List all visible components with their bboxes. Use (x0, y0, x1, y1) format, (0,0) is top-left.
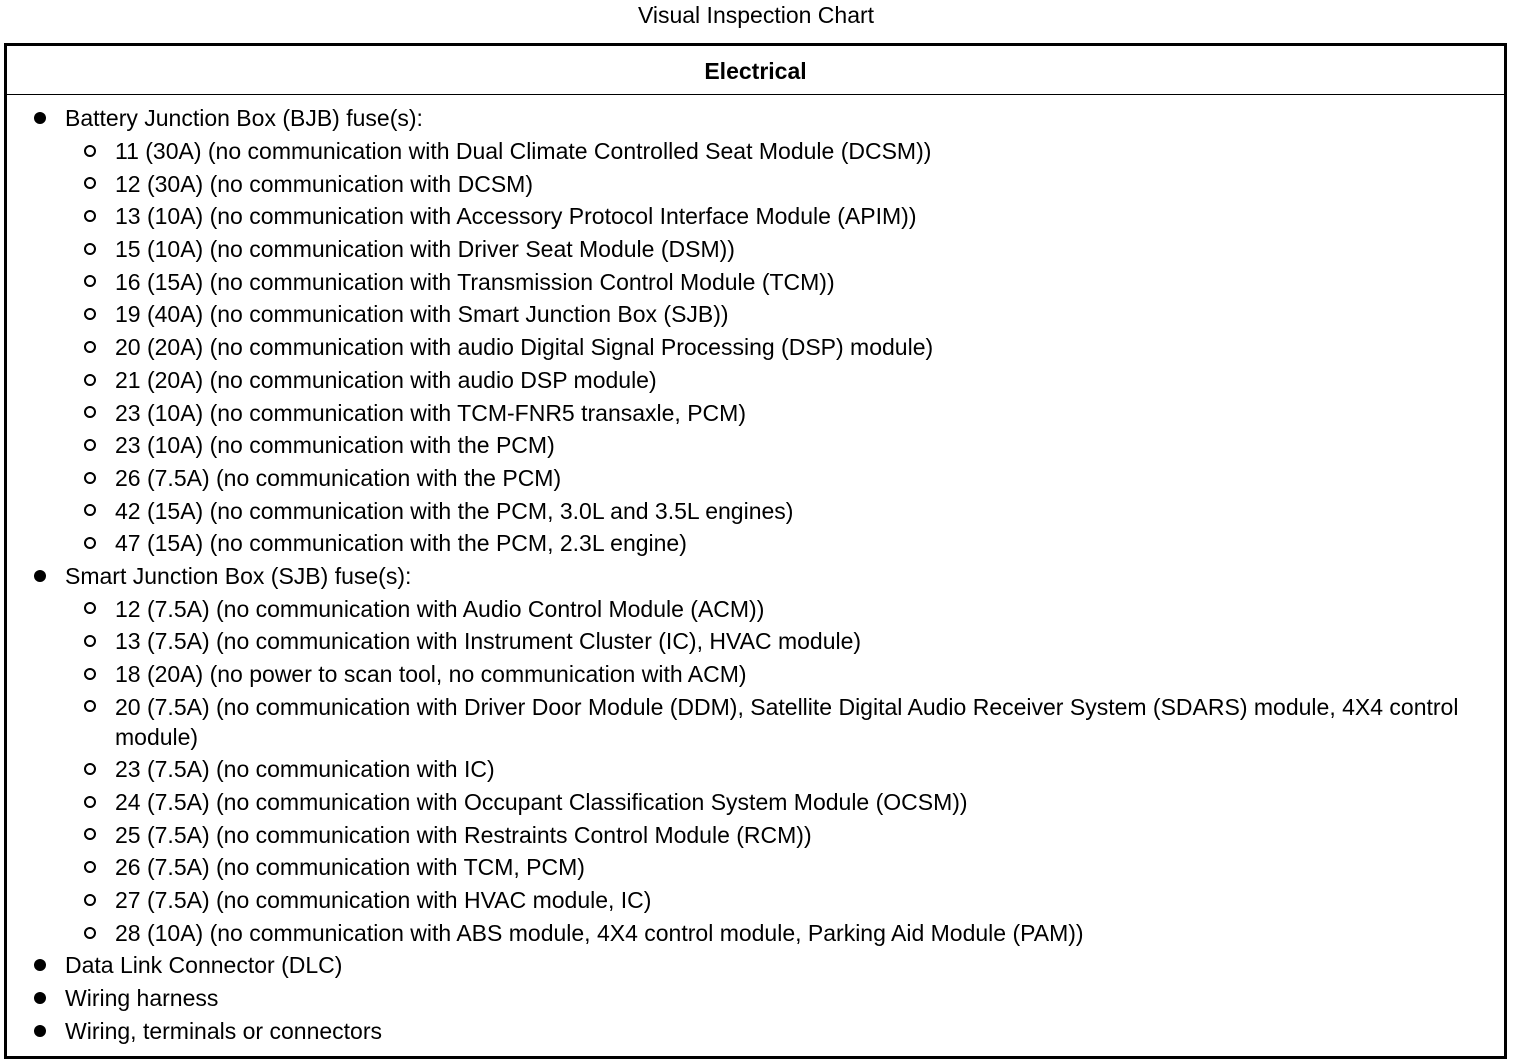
fuse-item (65, 135, 1504, 168)
bullet-circle-icon (84, 275, 96, 287)
fuse-item-text: 15 (10A) (no communication with Driver Seat Module (DSM)) (115, 236, 735, 263)
fuse-item-text: 23 (10A) (no communication with the PCM) (115, 432, 555, 459)
fuse-item-text: 28 (10A) (no communication with ABS module, 4X4 control module, Parking Aid Module (PAM)) (115, 919, 1084, 946)
fuse-item (65, 494, 1504, 527)
fuse-item-text: 19 (40A) (no communication with Smart Junction Box (SJB)) (115, 301, 729, 328)
bullet-circle-icon (84, 828, 96, 840)
fuse-item (65, 753, 1504, 786)
fuse-item (65, 690, 1504, 753)
bullet-circle-icon (84, 472, 96, 484)
inspection-item (7, 949, 1504, 982)
bullet-circle-icon (84, 927, 96, 939)
fuse-item (65, 265, 1504, 298)
fuse-item (65, 298, 1504, 331)
fuse-item (65, 364, 1504, 397)
bullet-disc-icon (34, 959, 46, 971)
inspection-item-label: Smart Junction Box (SJB) fuse(s): (65, 562, 412, 589)
table-body-cell (7, 95, 1504, 1047)
fuse-item (65, 917, 1504, 950)
fuse-item-text: 25 (7.5A) (no communication with Restraints Control Module (RCM)) (115, 821, 812, 848)
bullet-disc-icon (34, 1025, 46, 1037)
bullet-circle-icon (84, 861, 96, 873)
fuse-item (65, 786, 1504, 819)
table-header: Electrical (7, 46, 1504, 95)
fuse-list (65, 592, 1504, 949)
bullet-circle-icon (84, 308, 96, 320)
fuse-item (65, 527, 1504, 560)
inspection-item (7, 1015, 1504, 1048)
inspection-item-label: Data Link Connector (DLC) (65, 952, 343, 979)
bullet-circle-icon (84, 145, 96, 157)
fuse-item-text: 20 (20A) (no communication with audio Digital Signal Processing (DSP) module) (115, 334, 934, 361)
fuse-item-text: 27 (7.5A) (no communication with HVAC module, IC) (115, 887, 652, 914)
fuse-item-text: 21 (20A) (no communication with audio DSP module) (115, 366, 657, 393)
bullet-circle-icon (84, 668, 96, 680)
fuse-item-text: 18 (20A) (no power to scan tool, no communication with ACM) (115, 661, 747, 688)
fuse-item-text: 24 (7.5A) (no communication with Occupant Classification System Module (OCSM)) (115, 789, 968, 816)
fuse-item-text: 26 (7.5A) (no communication with TCM, PCM) (115, 854, 585, 881)
chart-caption: Visual Inspection Chart (637, 2, 875, 28)
bullet-circle-icon (84, 374, 96, 386)
fuse-item-text: 20 (7.5A) (no communication with Driver Door Module (DDM), Satellite Digital Audio Receiver System (SDARS) module, 4X4 control module) (115, 693, 1459, 750)
fuse-item-text: 13 (7.5A) (no communication with Instrument Cluster (IC), HVAC module) (115, 628, 862, 655)
fuse-item (65, 851, 1504, 884)
inspection-item (7, 560, 1504, 950)
bullet-circle-icon (84, 439, 96, 451)
inspection-item-list (7, 102, 1504, 1047)
fuse-item-text: 42 (15A) (no communication with the PCM, 3.0L and 3.5L engines) (115, 497, 794, 524)
bullet-circle-icon (84, 602, 96, 614)
fuse-item (65, 462, 1504, 495)
fuse-item (65, 884, 1504, 917)
fuse-item (65, 658, 1504, 691)
inspection-item (7, 102, 1504, 560)
inspection-item-label: Wiring harness (65, 984, 219, 1011)
fuse-item (65, 429, 1504, 462)
fuse-list (65, 135, 1504, 560)
fuse-item (65, 818, 1504, 851)
inspection-item-label: Wiring, terminals or connectors (65, 1017, 382, 1044)
fuse-item-text: 13 (10A) (no communication with Accessory Protocol Interface Module (APIM)) (115, 203, 917, 230)
fuse-item (65, 200, 1504, 233)
fuse-item (65, 167, 1504, 200)
bullet-circle-icon (84, 537, 96, 549)
fuse-item-text: 11 (30A) (no communication with Dual Climate Controlled Seat Module (DCSM)) (115, 138, 932, 165)
bullet-disc-icon (34, 112, 46, 124)
bullet-disc-icon (34, 570, 46, 582)
fuse-item (65, 396, 1504, 429)
bullet-circle-icon (84, 894, 96, 906)
fuse-item-text: 47 (15A) (no communication with the PCM, 2.3L engine) (115, 530, 687, 557)
bullet-circle-icon (84, 504, 96, 516)
inspection-item-label: Battery Junction Box (BJB) fuse(s): (65, 105, 423, 131)
bullet-disc-icon (34, 992, 46, 1004)
bullet-circle-icon (84, 243, 96, 255)
fuse-item (65, 331, 1504, 364)
fuse-item-text: 23 (7.5A) (no communication with IC) (115, 756, 495, 783)
bullet-circle-icon (84, 177, 96, 189)
fuse-item-text: 12 (7.5A) (no communication with Audio Control Module (ACM)) (115, 595, 765, 622)
fuse-item (65, 233, 1504, 266)
bullet-circle-icon (84, 763, 96, 775)
inspection-item (7, 982, 1504, 1015)
bullet-circle-icon (84, 700, 96, 712)
inspection-table (4, 43, 1507, 1059)
fuse-item (65, 625, 1504, 658)
bullet-circle-icon (84, 796, 96, 808)
fuse-item-text: 23 (10A) (no communication with TCM-FNR5 transaxle, PCM) (115, 399, 746, 426)
bullet-circle-icon (84, 406, 96, 418)
fuse-item (65, 592, 1504, 625)
bullet-circle-icon (84, 635, 96, 647)
fuse-item-text: 16 (15A) (no communication with Transmission Control Module (TCM)) (115, 268, 835, 295)
fuse-item-text: 26 (7.5A) (no communication with the PCM) (115, 464, 562, 491)
bullet-circle-icon (84, 210, 96, 222)
fuse-item-text: 12 (30A) (no communication with DCSM) (115, 170, 533, 197)
bullet-circle-icon (84, 341, 96, 353)
